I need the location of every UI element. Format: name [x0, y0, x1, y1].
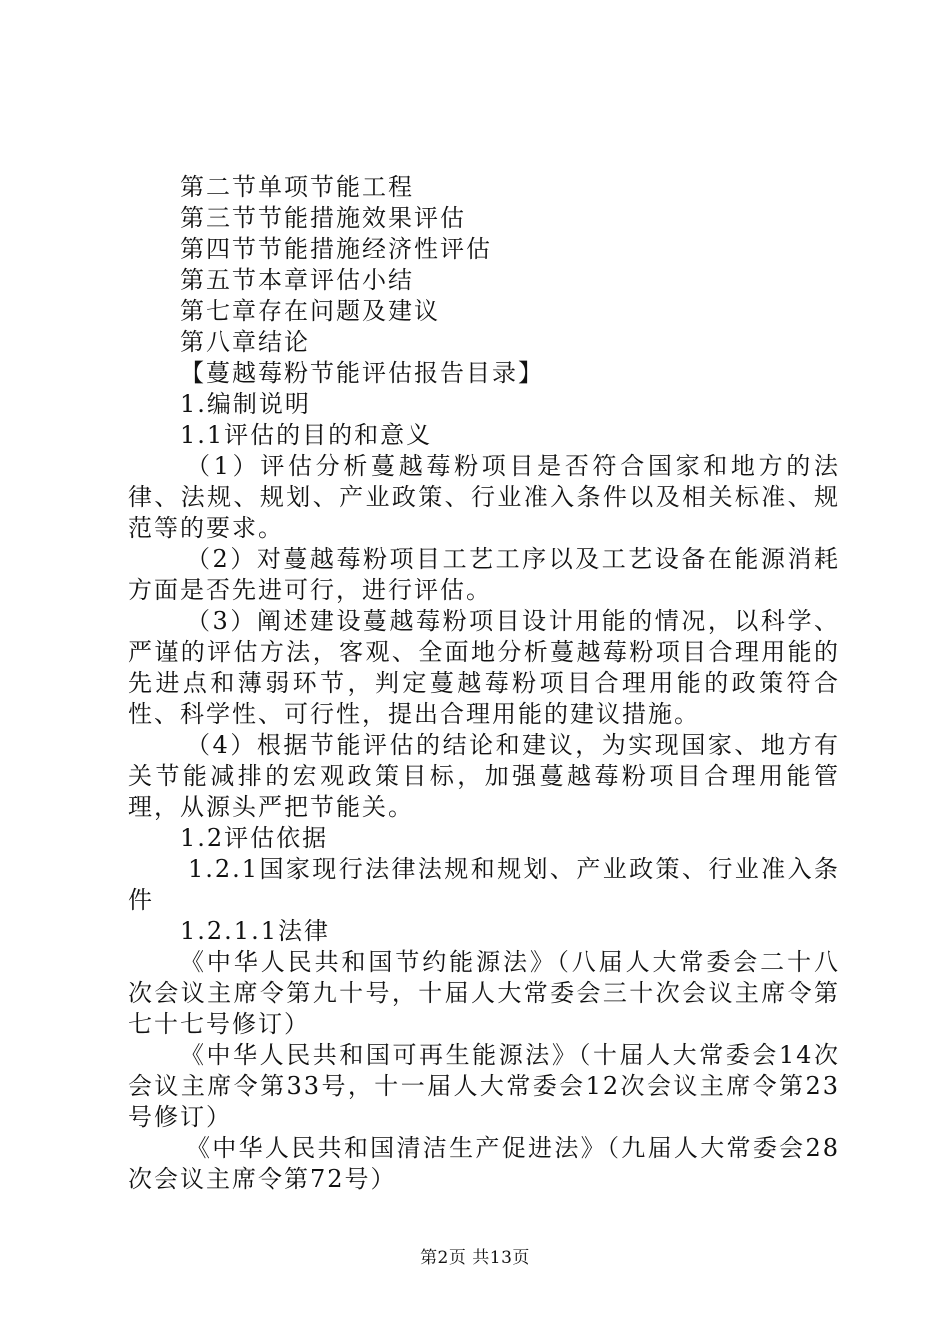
- toc-item: 第八章结论: [180, 328, 310, 356]
- law-3: 《中华人民共和国清洁生产促进法》（九届人大常委会28次会议主席令第72号）: [128, 1134, 840, 1193]
- toc-item: 第三节节能措施效果评估: [180, 204, 466, 232]
- toc-item: 第二节单项节能工程: [180, 173, 414, 201]
- law-2: 《中华人民共和国可再生能源法》（十届人大常委会14次会议主席令第33号，十一届人大常委会12次会议主席令第23号修订）: [128, 1041, 840, 1131]
- heading-1-1: 1.1评估的目的和意义: [180, 421, 433, 449]
- page-footer: 第2页 共13页: [420, 1248, 530, 1268]
- toc-item: 第七章存在问题及建议: [180, 297, 440, 325]
- paragraph-3: （3）阐述建设蔓越莓粉项目设计用能的情况，以科学、严谨的评估方法，客观、全面地分析蔓越莓粉项目合理用能的先进点和薄弱环节，判定蔓越莓粉项目合理用能的政策符合性、科学性、可行性，提出合理用能的建议措施。: [128, 607, 840, 728]
- heading-1-2-1: 1.2.1国家现行法律法规和规划、产业政策、行业准入条件: [128, 855, 840, 914]
- paragraph-4: （4）根据节能评估的结论和建议，为实现国家、地方有关节能减排的宏观政策目标，加强蔓越莓粉项目合理用能管理，从源头严把节能关。: [128, 731, 840, 821]
- heading-1-2-1-1: 1.2.1.1法律: [180, 917, 330, 945]
- toc-item: 第四节节能措施经济性评估: [180, 235, 492, 263]
- law-1: 《中华人民共和国节约能源法》（八届人大常委会二十八次会议主席令第九十号，十届人大常委会三十次会议主席令第七十七号修订）: [128, 948, 840, 1038]
- paragraph-2: （2）对蔓越莓粉项目工艺工序以及工艺设备在能源消耗方面是否先进可行，进行评估。: [128, 545, 840, 604]
- heading-1: 1.编制说明: [180, 390, 311, 418]
- section-title: 【蔓越莓粉节能评估报告目录】: [180, 359, 544, 387]
- document-body: [128, 172, 840, 1195]
- toc-item: 第五节本章评估小结: [180, 266, 414, 294]
- paragraph-1: （1）评估分析蔓越莓粉项目是否符合国家和地方的法律、法规、规划、产业政策、行业准入条件以及相关标准、规范等的要求。: [128, 452, 840, 542]
- heading-1-2: 1.2评估依据: [180, 824, 329, 852]
